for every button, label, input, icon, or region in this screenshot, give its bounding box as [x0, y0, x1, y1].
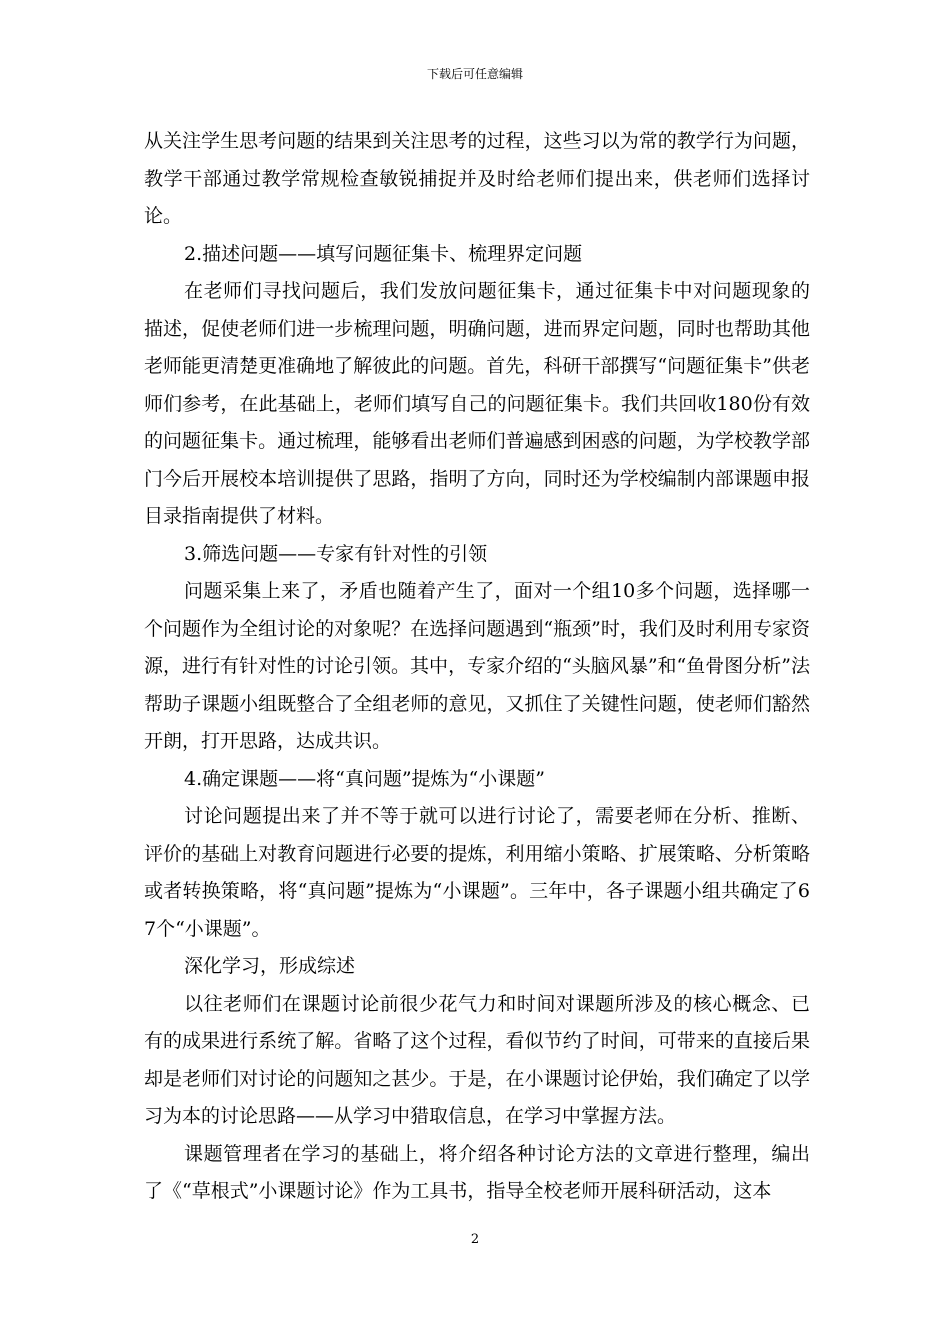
paragraph-1: 从关注学生思考问题的结果到关注思考的过程，这些习以为常的教学行为问题，教学干部通过教学常规检查敏锐捕捉并及时给老师们提出来，供老师们选择讨论。 [144, 130, 810, 227]
heading-filter-problem: 3.筛选问题——专家有针对性的引领 [184, 542, 488, 565]
paragraph-3: 问题采集上来了，矛盾也随着产生了，面对一个组10多个问题，选择哪一个问题作为全组讨论的对象呢？在选择问题遇到“瓶颈”时，我们及时利用专家资源，进行有针对性的讨论引领。其中，专家介绍的“头脑风暴”和“鱼骨图分析”法帮助子课题小组既整合了全组老师的意见，又抓住了关键性问题，使老师们豁然开朗，打开思路，达成共识。 [144, 580, 810, 752]
paragraph-6: 课题管理者在学习的基础上，将介绍各种讨论方法的文章进行整理，编出了《“草根式”小课题讨论》作为工具书，指导全校老师开展科研活动，这本 [144, 1142, 810, 1202]
heading-deepen-study: 深化学习，形成综述 [184, 955, 356, 977]
heading-confirm-topic: 4.确定课题——将“真问题”提炼为“小课题” [184, 767, 545, 790]
heading-describe-problem: 2.描述问题——填写问题征集卡、梳理界定问题 [184, 242, 583, 265]
paragraph-4: 讨论问题提出来了并不等于就可以进行讨论了，需要老师在分析、推断、评价的基础上对教育问题进行必要的提炼，利用缩小策略、扩展策略、分析策略或者转换策略，将“真问题”提炼为“小课题”。三年中，各子课题小组共确定了67个“小课题”。 [144, 805, 810, 940]
paragraph-2: 在老师们寻找问题后，我们发放问题征集卡，通过征集卡中对问题现象的描述，促使老师们进一步梳理问题，明确问题，进而界定问题，同时也帮助其他老师能更清楚更准确地了解彼此的问题。首先，科研干部撰写“问题征集卡”供老师们参考，在此基础上，老师们填写自己的问题征集卡。我们共回收180份有效的问题征集卡。通过梳理，能够看出老师们普遍感到困惑的问题，为学校教学部门今后开展校本培训提供了思路，指明了方向，同时还为学校编制内部课题申报目录指南提供了材料。 [144, 280, 810, 527]
page-header: 下载后可任意编辑 [426, 67, 523, 81]
paragraph-5: 以往老师们在课题讨论前很少花气力和时间对课题所涉及的核心概念、已有的成果进行系统了解。省略了这个过程，看似节约了时间，可带来的直接后果却是老师们对讨论的问题知之甚少。于是，在小课题讨论伊始，我们确定了以学习为本的讨论思路——从学习中猎取信息，在学习中掌握方法。 [144, 992, 810, 1127]
body-text [144, 123, 810, 1211]
page-number: 2 [470, 1232, 480, 1247]
